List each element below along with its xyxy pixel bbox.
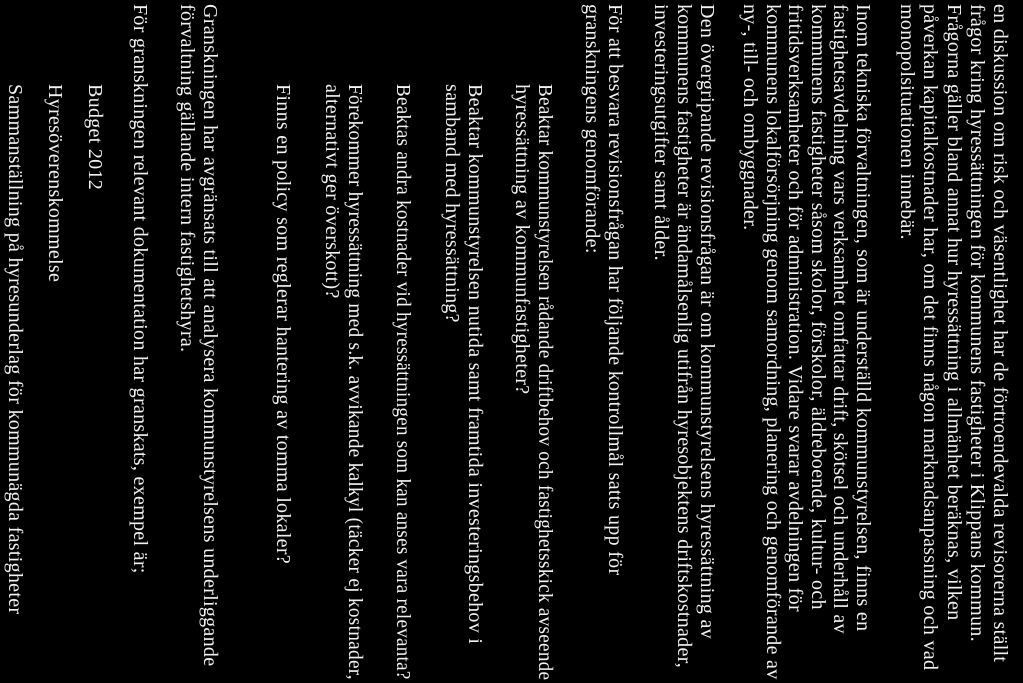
paragraph-line: monopolsituationen innebär. (896, 4, 918, 240)
list-item-line: samband med hyressättning? (441, 84, 463, 323)
paragraph-line: förvaltning gällande intern fastighetshyra. (176, 4, 198, 353)
paragraph-line: För granskningen relevant dokumentation har granskats, exempel är; (129, 4, 151, 574)
list-item-line: Förekommer hyressättning med s.k. avvikande kalkyl (täcker ej kostnader, (344, 84, 366, 680)
paragraph-line: investeringsutgifter samt ålder. (650, 4, 672, 261)
paragraph-line: Inom tekniska förvaltningen, som är underställd kommunstyrelsen, finns en (852, 4, 874, 632)
paragraph-line: kommunens lokalförsörjning genom samordning, planering och genomförande av (762, 4, 784, 680)
document-list-item: Budget 2012 (84, 84, 106, 191)
paragraph-line: fastighetsavdelning vars verksamhet omfattar drift, skötsel och underhåll av (829, 4, 851, 634)
paragraph-line: Den övergripande revisionsfrågan är om kommunstyrelsens hyressättning av (696, 4, 718, 639)
list-item-line: Beaktas andra kostnader vid hyressättningen som kan anses vara relevanta? (392, 84, 414, 680)
list-item-line: Beaktar kommunstyrelsen rådande driftbehov och fastighetsskick avseende (534, 84, 556, 681)
paragraph-line: granskningens genomförande: (581, 4, 603, 254)
paragraph-line: fritidsverksamheter och för administration. Vidare svarar avdelningen för (784, 4, 806, 612)
paragraph-line: kommunens fastigheter är ändamålsenlig utifrån hyresobjektens driftskostnader, (673, 4, 695, 669)
paragraph-line: För att besvara revisionsfrågan har följande kontrollmål satts upp för (604, 4, 626, 576)
paragraph-line: Granskningen har avgränsats till att analysera kommunstyrelsens underliggande (199, 4, 221, 667)
list-item-line: Beaktar kommunstyrelsen nutida samt framtida investeringsbehov i (464, 84, 486, 645)
list-item-line: Finns en policy som reglerar hantering av tomma lokaler? (272, 84, 294, 564)
document-list-item: Hyresöverenskommelse (44, 84, 66, 283)
paragraph-line: frågor kring hyressättningen för kommunens fastigheter i Klippans kommun. (966, 4, 988, 642)
list-item-line: alternativt ger överskott)? (321, 84, 343, 299)
document-list-item: Sammanställning på hyresunderlag för kommunägda fastigheter (4, 84, 26, 615)
paragraph-line: ny-, till- och ombyggnader. (739, 4, 761, 231)
paragraph-line: Frågorna gäller bland annat hur hyressättning i allmänhet beräknas, vilken (943, 4, 965, 621)
paragraph-line: påverkan kapitalkostnader har, om det finns någon marknadsanpassning och vad (919, 4, 941, 671)
list-item-line: hyressättning av kommunfastigheter? (511, 84, 533, 395)
paragraph-line: kommunens fastigheter såsom skolor, förskolor, äldreboende, kultur- och (807, 4, 829, 610)
paragraph-line: en diskussion om risk och väsentlighet har de förtroendevalda revisorerna ställt (989, 4, 1011, 663)
